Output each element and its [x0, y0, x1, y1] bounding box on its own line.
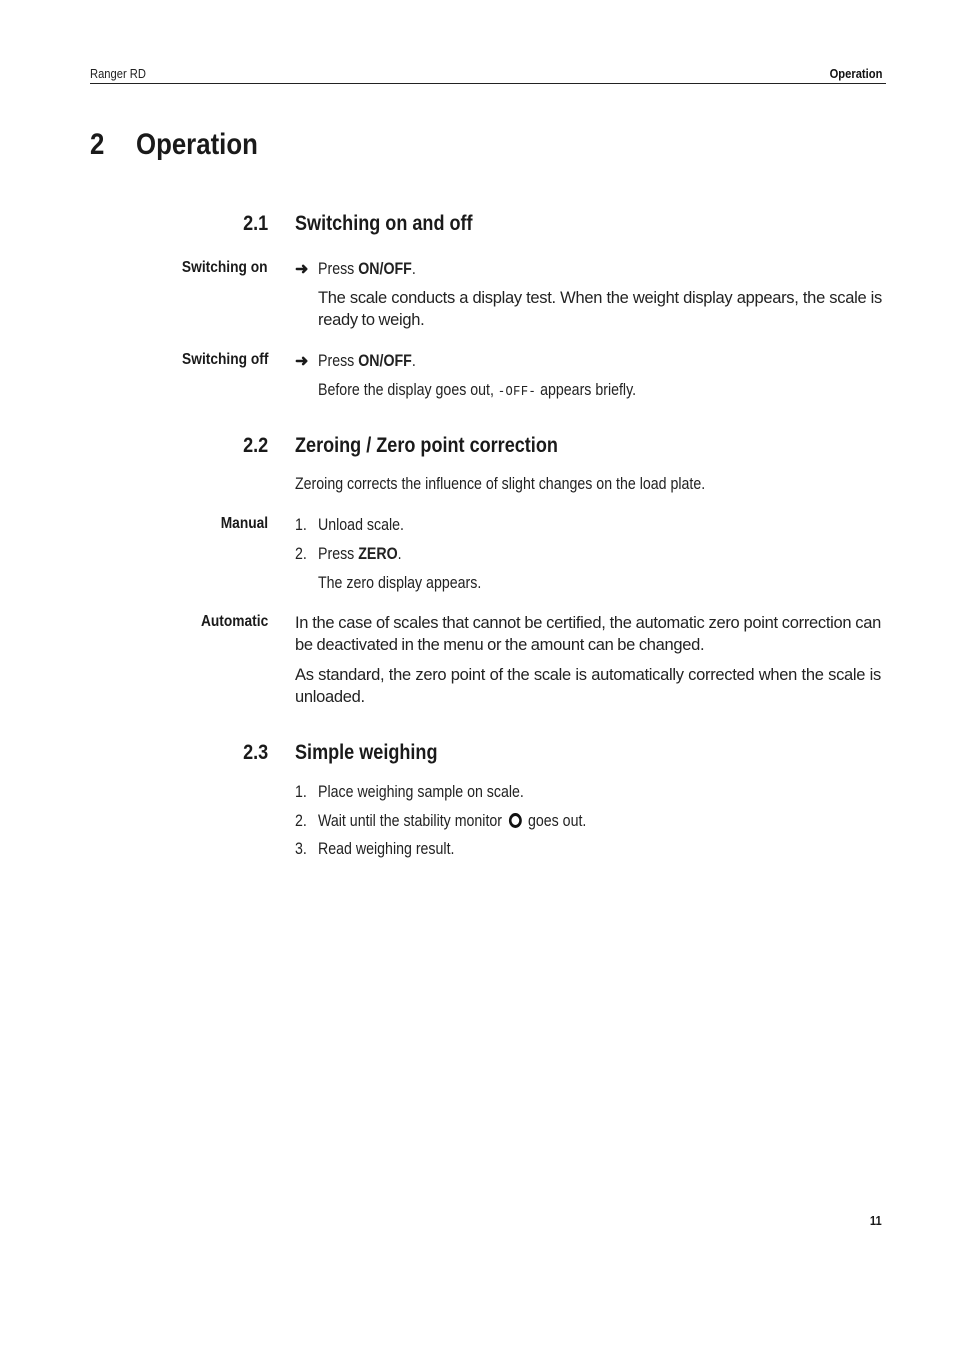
key-on-off: ON/OFF [358, 352, 412, 370]
page-number: 11 [870, 1213, 882, 1228]
stability-monitor-circle-icon [509, 813, 522, 828]
manual-step-1-number: 1. [295, 516, 307, 534]
switching-off-note: Before the display goes out, -OFF- appears briefly. [318, 381, 637, 400]
weighing-step-3: Read weighing result. [318, 840, 455, 858]
section-number-2-2: 2.2 [242, 434, 268, 457]
manual-step-2-number: 2. [295, 545, 307, 563]
weighing-step-1-number: 1. [295, 783, 307, 801]
side-label-manual: Manual [220, 515, 268, 532]
zeroing-intro: Zeroing corrects the influence of slight changes on the load plate. [295, 475, 706, 493]
section-number-2-3: 2.3 [242, 741, 268, 764]
section-title-zeroing: Zeroing / Zero point correction [295, 434, 558, 457]
weighing-step-2: Wait until the stability monitor goes out. [318, 812, 587, 830]
chapter-title: Operation [136, 128, 258, 161]
weighing-step-2-number: 2. [295, 812, 307, 830]
automatic-paragraph-2: As standard, the zero point of the scale is automatically corrected when the scale is unloaded. [295, 666, 881, 706]
right-arrow-icon: ➜ [295, 353, 309, 370]
manual-step-2: Press ZERO. [318, 545, 402, 563]
key-on-off: ON/OFF [358, 260, 412, 278]
manual-step-2-note: The zero display appears. [318, 574, 482, 592]
header-document-title: Ranger RD [90, 66, 146, 81]
display-code-off: -OFF- [497, 384, 537, 400]
manual-step-1: Unload scale. [318, 516, 404, 534]
automatic-paragraph-1: In the case of scales that cannot be certified, the automatic zero point correction can be deactivated in the menu or the amount can be changed. [295, 614, 881, 654]
section-number-2-1: 2.1 [242, 212, 268, 235]
right-arrow-icon: ➜ [295, 261, 309, 278]
side-label-automatic: Automatic [200, 613, 268, 630]
section-title-switching: Switching on and off [295, 212, 473, 235]
weighing-step-1: Place weighing sample on scale. [318, 783, 524, 801]
side-label-switching-on: Switching on [182, 259, 268, 276]
key-zero: ZERO [358, 545, 398, 563]
switching-on-instruction: Press ON/OFF. [318, 260, 416, 278]
switching-off-instruction: Press ON/OFF. [318, 352, 416, 370]
header-chapter-title: Operation [829, 66, 882, 81]
side-label-switching-off: Switching off [181, 351, 268, 368]
header-rule [90, 83, 886, 84]
switching-on-note: The scale conducts a display test. When the weight display appears, the scale is ready to weigh. [318, 289, 882, 329]
weighing-step-3-number: 3. [295, 840, 307, 858]
chapter-number: 2 [90, 128, 105, 161]
section-title-simple-weighing: Simple weighing [295, 741, 438, 764]
